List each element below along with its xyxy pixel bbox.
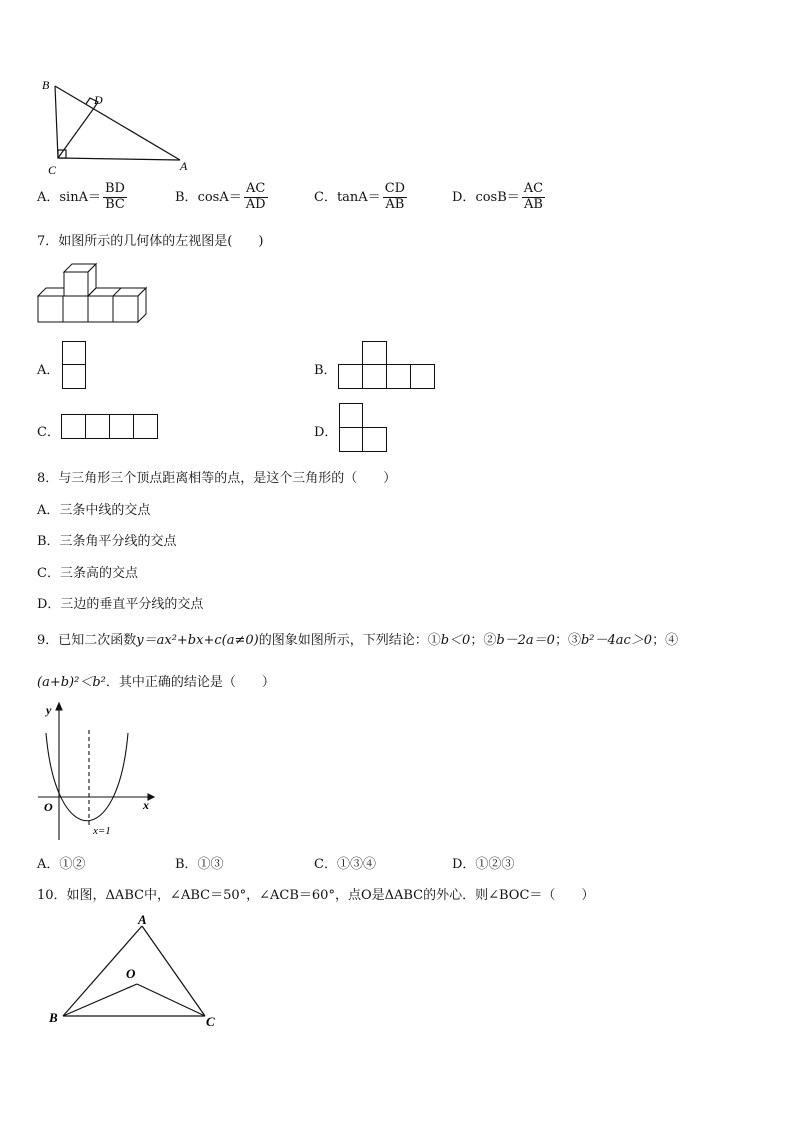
q7-option-b-label[interactable]: B． bbox=[314, 363, 337, 378]
q8-stem: 8．与三角形三个顶点距离相等的点，是这个三角形的（ ） bbox=[37, 471, 397, 486]
q7-option-d-label[interactable]: D． bbox=[314, 425, 338, 440]
q7-option-d-figure[interactable] bbox=[339, 403, 391, 455]
side-ba bbox=[55, 86, 180, 160]
q7-option-c-figure[interactable] bbox=[61, 414, 161, 442]
q6-option-d[interactable]: D．cosB＝ $\frac{AC}{AB}$ bbox=[452, 181, 544, 212]
q9-option-a[interactable]: A．①② bbox=[37, 857, 86, 872]
q7-option-a-figure[interactable] bbox=[62, 341, 92, 391]
label-c: C bbox=[48, 163, 57, 177]
q9-option-d[interactable]: D．①②③ bbox=[452, 857, 515, 872]
side-ac bbox=[142, 926, 205, 1016]
q6-option-b[interactable]: B．cosA＝ $\frac{AC}{AD}$ bbox=[175, 181, 266, 212]
q7-solid-figure bbox=[38, 260, 168, 330]
axis-label: x=1 bbox=[93, 825, 111, 837]
x-label: x bbox=[143, 798, 149, 812]
y-label: y bbox=[46, 703, 52, 717]
q7-option-c-label[interactable]: C． bbox=[37, 425, 60, 440]
label-a: A bbox=[180, 159, 188, 173]
q9-parabola-graph bbox=[36, 700, 166, 845]
q10-stem: 10．如图，ΔABC中，∠ABC＝50°，∠ACB＝60°，点O是ΔABC的外心．则∠BOC＝（ ） bbox=[37, 888, 595, 903]
segment-oc bbox=[137, 984, 205, 1016]
q8-option-d[interactable]: D．三边的垂直平分线的交点 bbox=[37, 597, 204, 612]
q10-triangle-figure bbox=[40, 912, 240, 1042]
origin-label: O bbox=[44, 800, 53, 814]
parabola-curve bbox=[46, 733, 128, 821]
label-d: D bbox=[94, 93, 103, 107]
q7-option-b-figure[interactable] bbox=[338, 341, 438, 391]
label-b: B bbox=[49, 1010, 58, 1025]
q6-option-a[interactable]: A．sinA＝ $\frac{BD}{BC}$ bbox=[37, 181, 125, 212]
segment-ob bbox=[63, 984, 137, 1016]
label-b: B bbox=[42, 78, 50, 92]
q8-option-b[interactable]: B．三条角平分线的交点 bbox=[37, 534, 177, 549]
q9-option-b[interactable]: B．①③ bbox=[175, 857, 224, 872]
y-axis-arrow bbox=[56, 703, 62, 710]
label-c: C bbox=[206, 1014, 215, 1029]
q6-option-c[interactable]: C．tanA＝ $\frac{CD}{AB}$ bbox=[314, 181, 406, 212]
q8-option-a[interactable]: A．三条中线的交点 bbox=[37, 503, 151, 518]
q9-option-c[interactable]: C．①③④ bbox=[314, 857, 376, 872]
side-ca bbox=[58, 158, 180, 160]
q7-option-a-label[interactable]: A． bbox=[37, 363, 60, 378]
q6-triangle-figure bbox=[30, 70, 230, 180]
q9-stem: 9．已知二次函数y＝ax²+bx+c(a≠0)的图象如图所示，下列结论：①b＜0；②b－2a＝0；③b²－4ac＞0；④ bbox=[37, 633, 679, 648]
side-bc bbox=[55, 86, 58, 158]
label-o: O bbox=[126, 966, 136, 981]
q8-option-c[interactable]: C．三条高的交点 bbox=[37, 566, 138, 581]
q9-stem-cont: (a+b)²＜b²．其中正确的结论是（ ） bbox=[37, 675, 275, 690]
q7-stem: 7．如图所示的几何体的左视图是( ) bbox=[37, 234, 264, 249]
label-a: A bbox=[138, 912, 147, 927]
